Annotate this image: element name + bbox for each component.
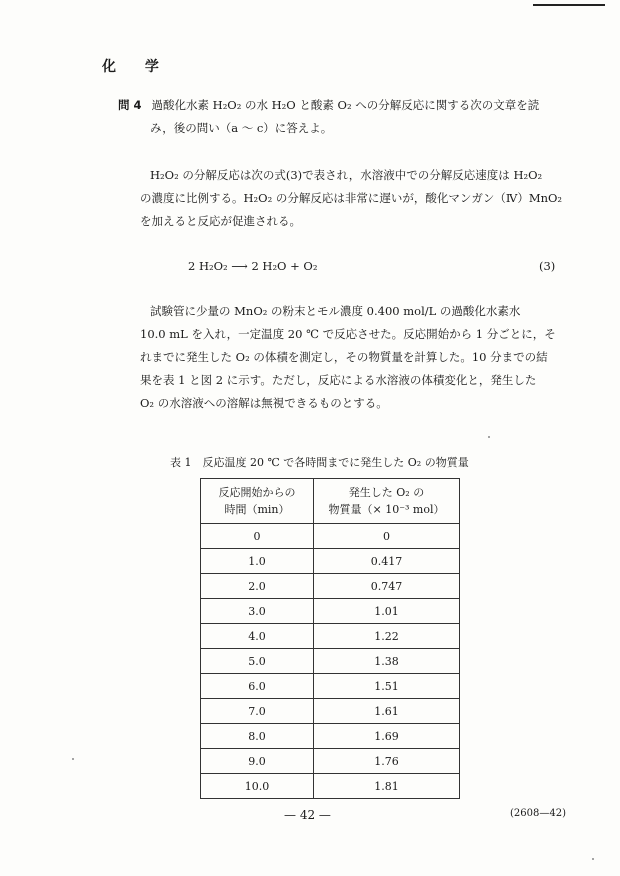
paragraph-2-line: 果を表 1 と図 2 に示す。ただし，反応による水溶液の体積変化と，発生した xyxy=(140,373,537,387)
table-row xyxy=(201,774,460,799)
amount-cell: 1.51 xyxy=(314,674,460,699)
header-amount-line2: 物質量（× 10⁻³ mol） xyxy=(328,503,445,516)
table-row xyxy=(201,524,460,549)
amount-cell: 1.22 xyxy=(314,624,460,649)
amount-cell: 0.747 xyxy=(314,574,460,599)
paragraph-2-line: れまでに発生した O₂ の体積を測定し，その物質量を計算した。10 分までの結 xyxy=(140,350,548,364)
table-row xyxy=(201,649,460,674)
question-text-line1: 過酸化水素 H₂O₂ の水 H₂O と酸素 O₂ への分解反応に関する次の文章を読 xyxy=(151,98,540,112)
amount-cell: 1.01 xyxy=(314,599,460,624)
reaction-equation: 2 H₂O₂ ⟶ 2 H₂O + O₂ xyxy=(188,259,318,273)
amount-cell: 1.69 xyxy=(314,724,460,749)
header-time-line2: 時間（min） xyxy=(224,503,290,516)
time-cell: 4.0 xyxy=(201,624,314,649)
scan-speck xyxy=(488,436,490,438)
scan-speck xyxy=(72,758,74,760)
table-row xyxy=(201,724,460,749)
paragraph-2-line: O₂ の水溶液への溶解は無視できるものとする。 xyxy=(140,396,388,410)
time-cell: 6.0 xyxy=(201,674,314,699)
amount-cell: 1.76 xyxy=(314,749,460,774)
amount-cell: 1.38 xyxy=(314,649,460,674)
scan-speck xyxy=(592,858,594,860)
table-row xyxy=(201,599,460,624)
question-text-line2: み，後の問い（a ～ c）に答えよ。 xyxy=(150,121,333,135)
paragraph-2-line: 試験管に少量の MnO₂ の粉末とモル濃度 0.400 mol/L の過酸化水素水 xyxy=(150,304,521,318)
page-number: — 42 — xyxy=(284,808,331,822)
amount-cell: 0 xyxy=(314,524,460,549)
table-caption: 表 1 反応温度 20 ℃ で各時間までに発生した O₂ の物質量 xyxy=(170,456,469,469)
table-row xyxy=(201,699,460,724)
table-row xyxy=(201,674,460,699)
time-cell: 8.0 xyxy=(201,724,314,749)
paragraph-2-line: 10.0 mL を入れ，一定温度 20 ℃ で反応させた。反応開始から 1 分ごとに，そ xyxy=(140,327,556,341)
amount-cell: 0.417 xyxy=(314,549,460,574)
paragraph-1-line: を加えると反応が促進される。 xyxy=(140,214,301,228)
data-table xyxy=(200,478,460,799)
equation-number: (3) xyxy=(539,259,556,273)
header-amount xyxy=(314,479,460,524)
time-cell: 5.0 xyxy=(201,649,314,674)
header-amount-line1: 発生した O₂ の xyxy=(348,486,425,499)
page-code: (2608—42) xyxy=(510,808,566,819)
amount-cell: 1.61 xyxy=(314,699,460,724)
header-time xyxy=(201,479,314,524)
paragraph-2 xyxy=(140,300,572,415)
question-heading xyxy=(118,94,568,140)
table-row xyxy=(201,624,460,649)
subject-heading: 化 学 xyxy=(102,59,171,75)
time-cell: 7.0 xyxy=(201,699,314,724)
time-cell: 0 xyxy=(201,524,314,549)
paragraph-1 xyxy=(140,164,572,233)
amount-cell: 1.81 xyxy=(314,774,460,799)
paragraph-1-line: H₂O₂ の分解反応は次の式(3)で表され，水溶液中での分解反応速度は H₂O₂ xyxy=(150,168,543,182)
table-row xyxy=(201,749,460,774)
table-row xyxy=(201,574,460,599)
time-cell: 9.0 xyxy=(201,749,314,774)
paragraph-1-line: の濃度に比例する。H₂O₂ の分解反応は非常に遅いが，酸化マンガン（Ⅳ）MnO₂ xyxy=(140,191,563,205)
table-row xyxy=(201,549,460,574)
top-rule xyxy=(533,4,605,6)
table-header-row xyxy=(201,479,460,524)
question-number: 問 4 xyxy=(118,98,142,112)
time-cell: 2.0 xyxy=(201,574,314,599)
header-time-line1: 反応開始からの xyxy=(218,486,296,499)
time-cell: 10.0 xyxy=(201,774,314,799)
time-cell: 1.0 xyxy=(201,549,314,574)
time-cell: 3.0 xyxy=(201,599,314,624)
